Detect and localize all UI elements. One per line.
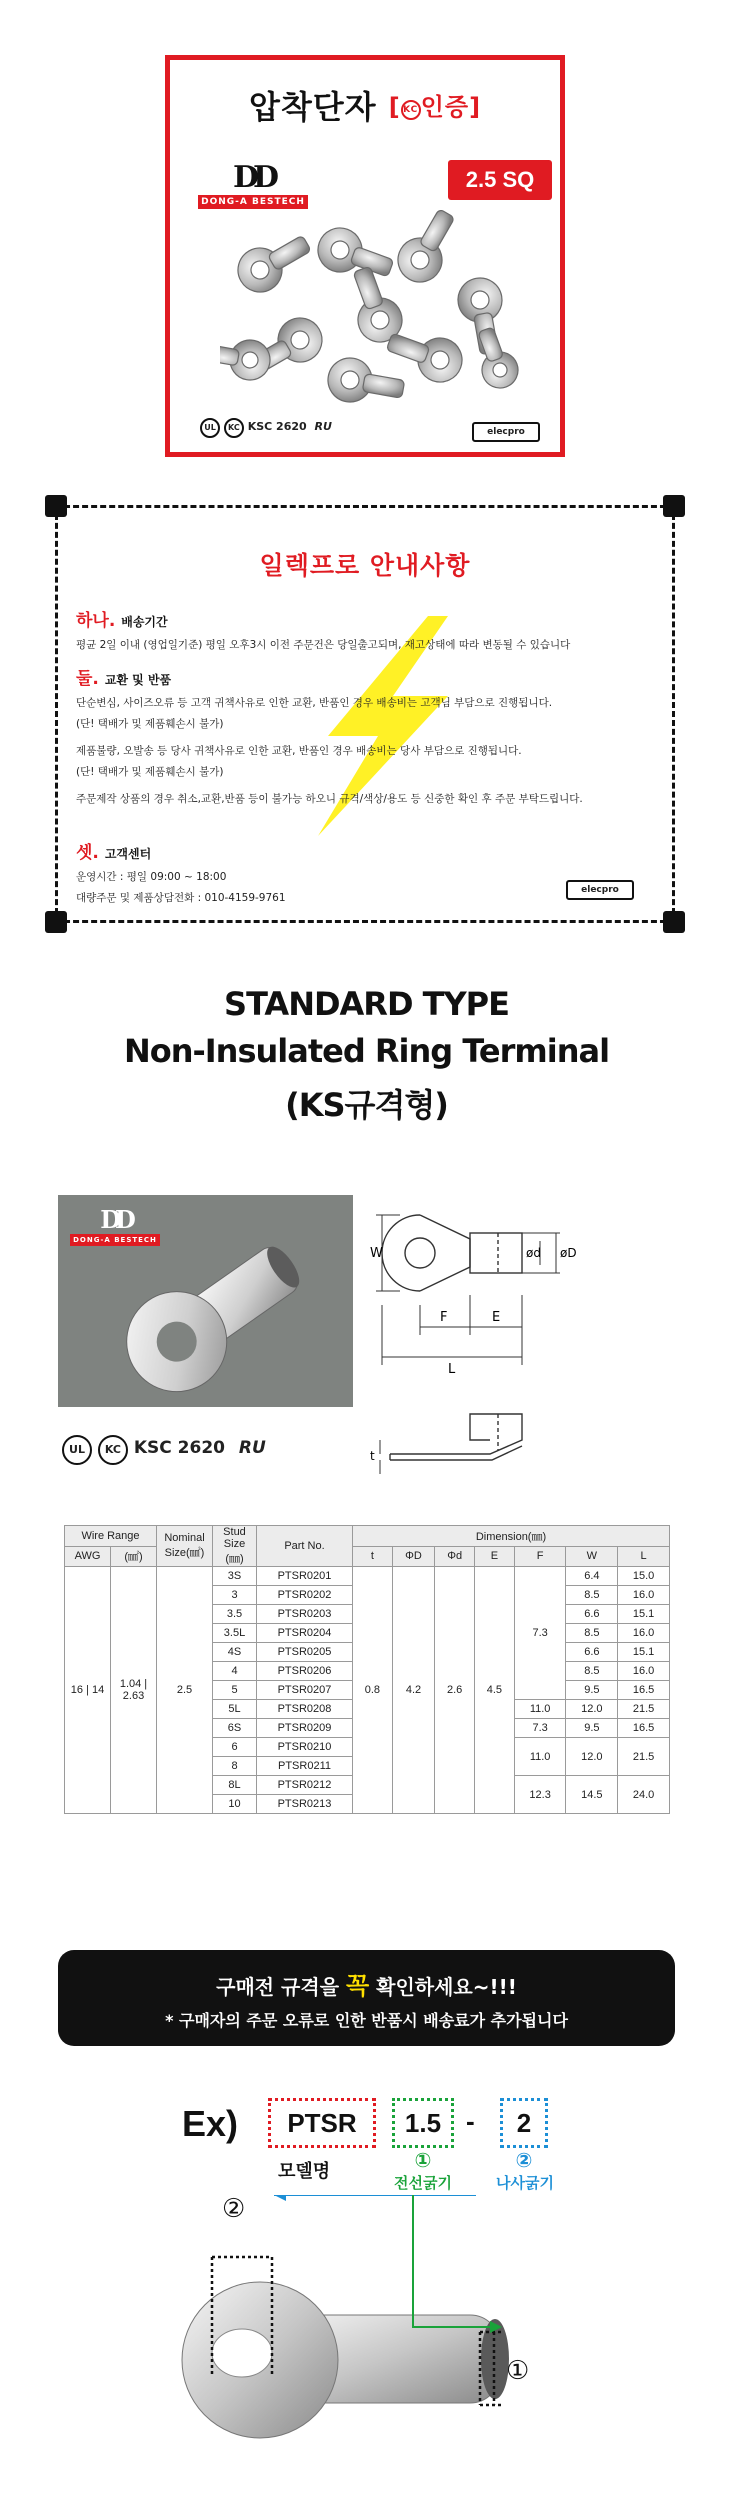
- dim-d-label: ød: [526, 1246, 541, 1260]
- model-code-box: PTSR: [268, 2098, 376, 2148]
- ksc-label: KSC 2620: [247, 420, 307, 433]
- notice-line: (단! 택배가 및 제품훼손시 불가): [76, 766, 224, 778]
- notice-box: [55, 505, 675, 923]
- section-heading: 교환 및 반품: [104, 673, 172, 687]
- title-ks-type: (KS규격형): [285, 1086, 448, 1124]
- dim-e-label: E: [492, 1310, 501, 1325]
- ul-mark-icon: UL: [200, 418, 220, 438]
- corner-marker: [45, 911, 67, 933]
- dim-w-label: W: [370, 1246, 383, 1261]
- certification-marks: [62, 1435, 362, 1469]
- section-heading: 고객센터: [104, 847, 152, 861]
- table-row: 6 PTSR0210 11.0 12.0 21.5: [65, 1738, 670, 1757]
- th-nominal: Nominal Size(㎟): [157, 1526, 213, 1567]
- notice-line: 운영시간 : 평일 09:00 ~ 18:00: [76, 871, 227, 883]
- section-number: 둘.: [76, 669, 99, 689]
- notice-line: 평균 2일 이내 (영업일기준) 평일 오후3시 이전 주문건은 당일출고되며, 재고상태에 따라 변동될 수 있습니다: [76, 639, 571, 651]
- notice-line: (단! 택배가 및 제품훼손시 불가): [76, 718, 224, 730]
- th-w: W: [566, 1546, 618, 1567]
- table-row: 5L PTSR0208 11.0 12.0 21.5: [65, 1700, 670, 1719]
- spec-table: [64, 1525, 670, 1814]
- th-mm2: (㎟): [111, 1546, 157, 1567]
- th-phi-d: Φd: [435, 1546, 475, 1567]
- hero-card: [165, 55, 565, 457]
- th-dimension: Dimension(㎜): [353, 1526, 670, 1547]
- table-row: 8L PTSR0212 12.3 14.5 24.0: [65, 1776, 670, 1795]
- section-number: 하나.: [76, 611, 116, 631]
- table-row: 4 PTSR0206 8.5 16.0: [65, 1662, 670, 1681]
- model-label: 모델명: [278, 2161, 331, 2182]
- notice-line: 제품불량, 오발송 등 당사 귀책사유로 인한 교환, 반품인 경우 배송비는 당사 부담으로 진행됩니다.: [76, 745, 522, 757]
- table-row: 4S PTSR0205 6.6 15.1: [65, 1643, 670, 1662]
- notice-line: 대량주문 및 제품상담전화 : 010-4159-9761: [76, 892, 286, 904]
- warning-banner: [58, 1950, 675, 2046]
- dim-f-label: F: [440, 1310, 448, 1325]
- cell-phi-d: 2.6: [435, 1567, 475, 1814]
- wire-number-icon: ①: [414, 2148, 432, 2172]
- cell-awg: 16 | 14: [65, 1567, 111, 1814]
- wire-size-label: 전선굵기: [394, 2174, 452, 2192]
- certification-marks: [200, 418, 360, 442]
- corner-marker: [663, 495, 685, 517]
- kc-mark-icon: KC: [224, 418, 244, 438]
- title-product-name: Non-Insulated Ring Terminal: [123, 1032, 610, 1070]
- table-row: 3 PTSR0202 8.5 16.0: [65, 1586, 670, 1605]
- screw-dim-number-icon: ②: [222, 2195, 246, 2224]
- th-e: E: [475, 1546, 515, 1567]
- cell-t: 0.8: [353, 1567, 393, 1814]
- ring-terminal-image: [98, 1235, 328, 1395]
- ru-mark-icon: RU: [314, 420, 332, 433]
- wire-size-box: 1.5: [392, 2098, 454, 2148]
- th-wire-range: Wire Range: [65, 1526, 157, 1547]
- cell-e: 4.5: [475, 1567, 515, 1814]
- title-standard-type: STANDARD TYPE: [224, 985, 509, 1023]
- ru-mark-icon: RU: [238, 1438, 266, 1458]
- th-l: L: [618, 1546, 670, 1567]
- section-number: 셋.: [76, 843, 99, 863]
- th-f: F: [514, 1546, 566, 1567]
- hero-title: [170, 82, 560, 128]
- table-row: 5 PTSR0207 9.5 16.5: [65, 1681, 670, 1700]
- screw-size-box: 2: [500, 2098, 548, 2148]
- th-phi-big-d: ΦD: [392, 1546, 435, 1567]
- dim-l-label: L: [448, 1362, 456, 1377]
- corner-marker: [663, 911, 685, 933]
- notice-line: 단순변심, 사이즈오류 등 고객 귀책사유로 인한 교환, 반품인 경우 배송비는 고객님 부담으로 진행됩니다.: [76, 697, 553, 709]
- table-row: 3.5L PTSR0204 8.5 16.0: [65, 1624, 670, 1643]
- banner-highlight: 꼭: [345, 1972, 370, 2000]
- th-part-no: Part No.: [257, 1526, 353, 1567]
- corner-marker: [45, 495, 67, 517]
- example-prefix: Ex): [182, 2103, 239, 2144]
- th-t: t: [353, 1546, 393, 1567]
- kc-mark-icon: KC: [98, 1435, 128, 1465]
- wire-dim-number-icon: ①: [506, 2356, 530, 2386]
- size-badge: 2.5 SQ: [448, 160, 552, 200]
- table-row: 6S PTSR0209 7.3 9.5 16.5: [65, 1719, 670, 1738]
- table-row: 16 | 14 1.04 | 2.63 2.5 3S PTSR0201 0.8 4.2 2.6 4.5 7.3 6.4 15.0: [65, 1567, 670, 1586]
- brand-tag: elecpro: [566, 880, 634, 900]
- notice-section-returns: [76, 664, 666, 806]
- dim-t-label: t: [370, 1449, 375, 1463]
- logo-mark-icon: DD: [100, 1205, 130, 1234]
- example-terminal-diagram: [150, 2195, 600, 2495]
- dimension-drawing-side: [370, 1410, 690, 1490]
- cert-badge: [ KC 인증]: [388, 93, 482, 121]
- banner-note: * 구매자의 주문 오류로 인한 반품시 배송료가 추가됩니다: [165, 2011, 568, 2030]
- logo-text: DONG-A BESTECH: [70, 1234, 160, 1246]
- notice-line: 주문제작 상품의 경우 취소,교환,반품 등이 불가능 하오니 규격/색상/용도 등 신중한 확인 후 주문 부탁드립니다.: [76, 793, 583, 805]
- brand-logo: [198, 160, 308, 209]
- screw-size-label: 나사굵기: [496, 2174, 554, 2192]
- table-row: 10 PTSR0213: [65, 1795, 670, 1814]
- section-heading: 배송기간: [121, 615, 168, 629]
- screw-number-icon: ②: [515, 2148, 533, 2172]
- ksc-label: KSC 2620: [133, 1438, 225, 1458]
- kc-mark-icon: KC: [401, 100, 421, 120]
- cell-nominal: 2.5: [157, 1567, 213, 1814]
- cell-mm2: 1.04 | 2.63: [111, 1567, 157, 1814]
- cell-phi-big-d: 4.2: [392, 1567, 435, 1814]
- hero-title-text: 압착단자: [248, 88, 377, 126]
- banner-headline: 구매전 규격을 꼭 확인하세요~!!!: [216, 1972, 517, 2000]
- dim-bigd-label: øD: [560, 1246, 577, 1260]
- logo-text: DONG-A BESTECH: [198, 195, 308, 209]
- dimension-drawing-top: [370, 1205, 690, 1395]
- logo-mark-icon: DD: [232, 160, 274, 195]
- terminals-pile-image: [220, 210, 530, 410]
- cell-f: 7.3: [514, 1567, 566, 1700]
- table-row: 8 PTSR0211: [65, 1757, 670, 1776]
- notice-title: 일렉프로 안내사항: [259, 551, 471, 580]
- product-photo: [58, 1195, 353, 1407]
- ul-mark-icon: UL: [62, 1435, 92, 1465]
- code-separator: -: [466, 2106, 475, 2136]
- notice-section-shipping: [76, 606, 666, 652]
- table-row: 3.5 PTSR0203 6.6 15.1: [65, 1605, 670, 1624]
- th-stud: Stud Size (㎜): [213, 1526, 257, 1567]
- brand-tag: elecpro: [472, 422, 540, 442]
- th-awg: AWG: [65, 1546, 111, 1567]
